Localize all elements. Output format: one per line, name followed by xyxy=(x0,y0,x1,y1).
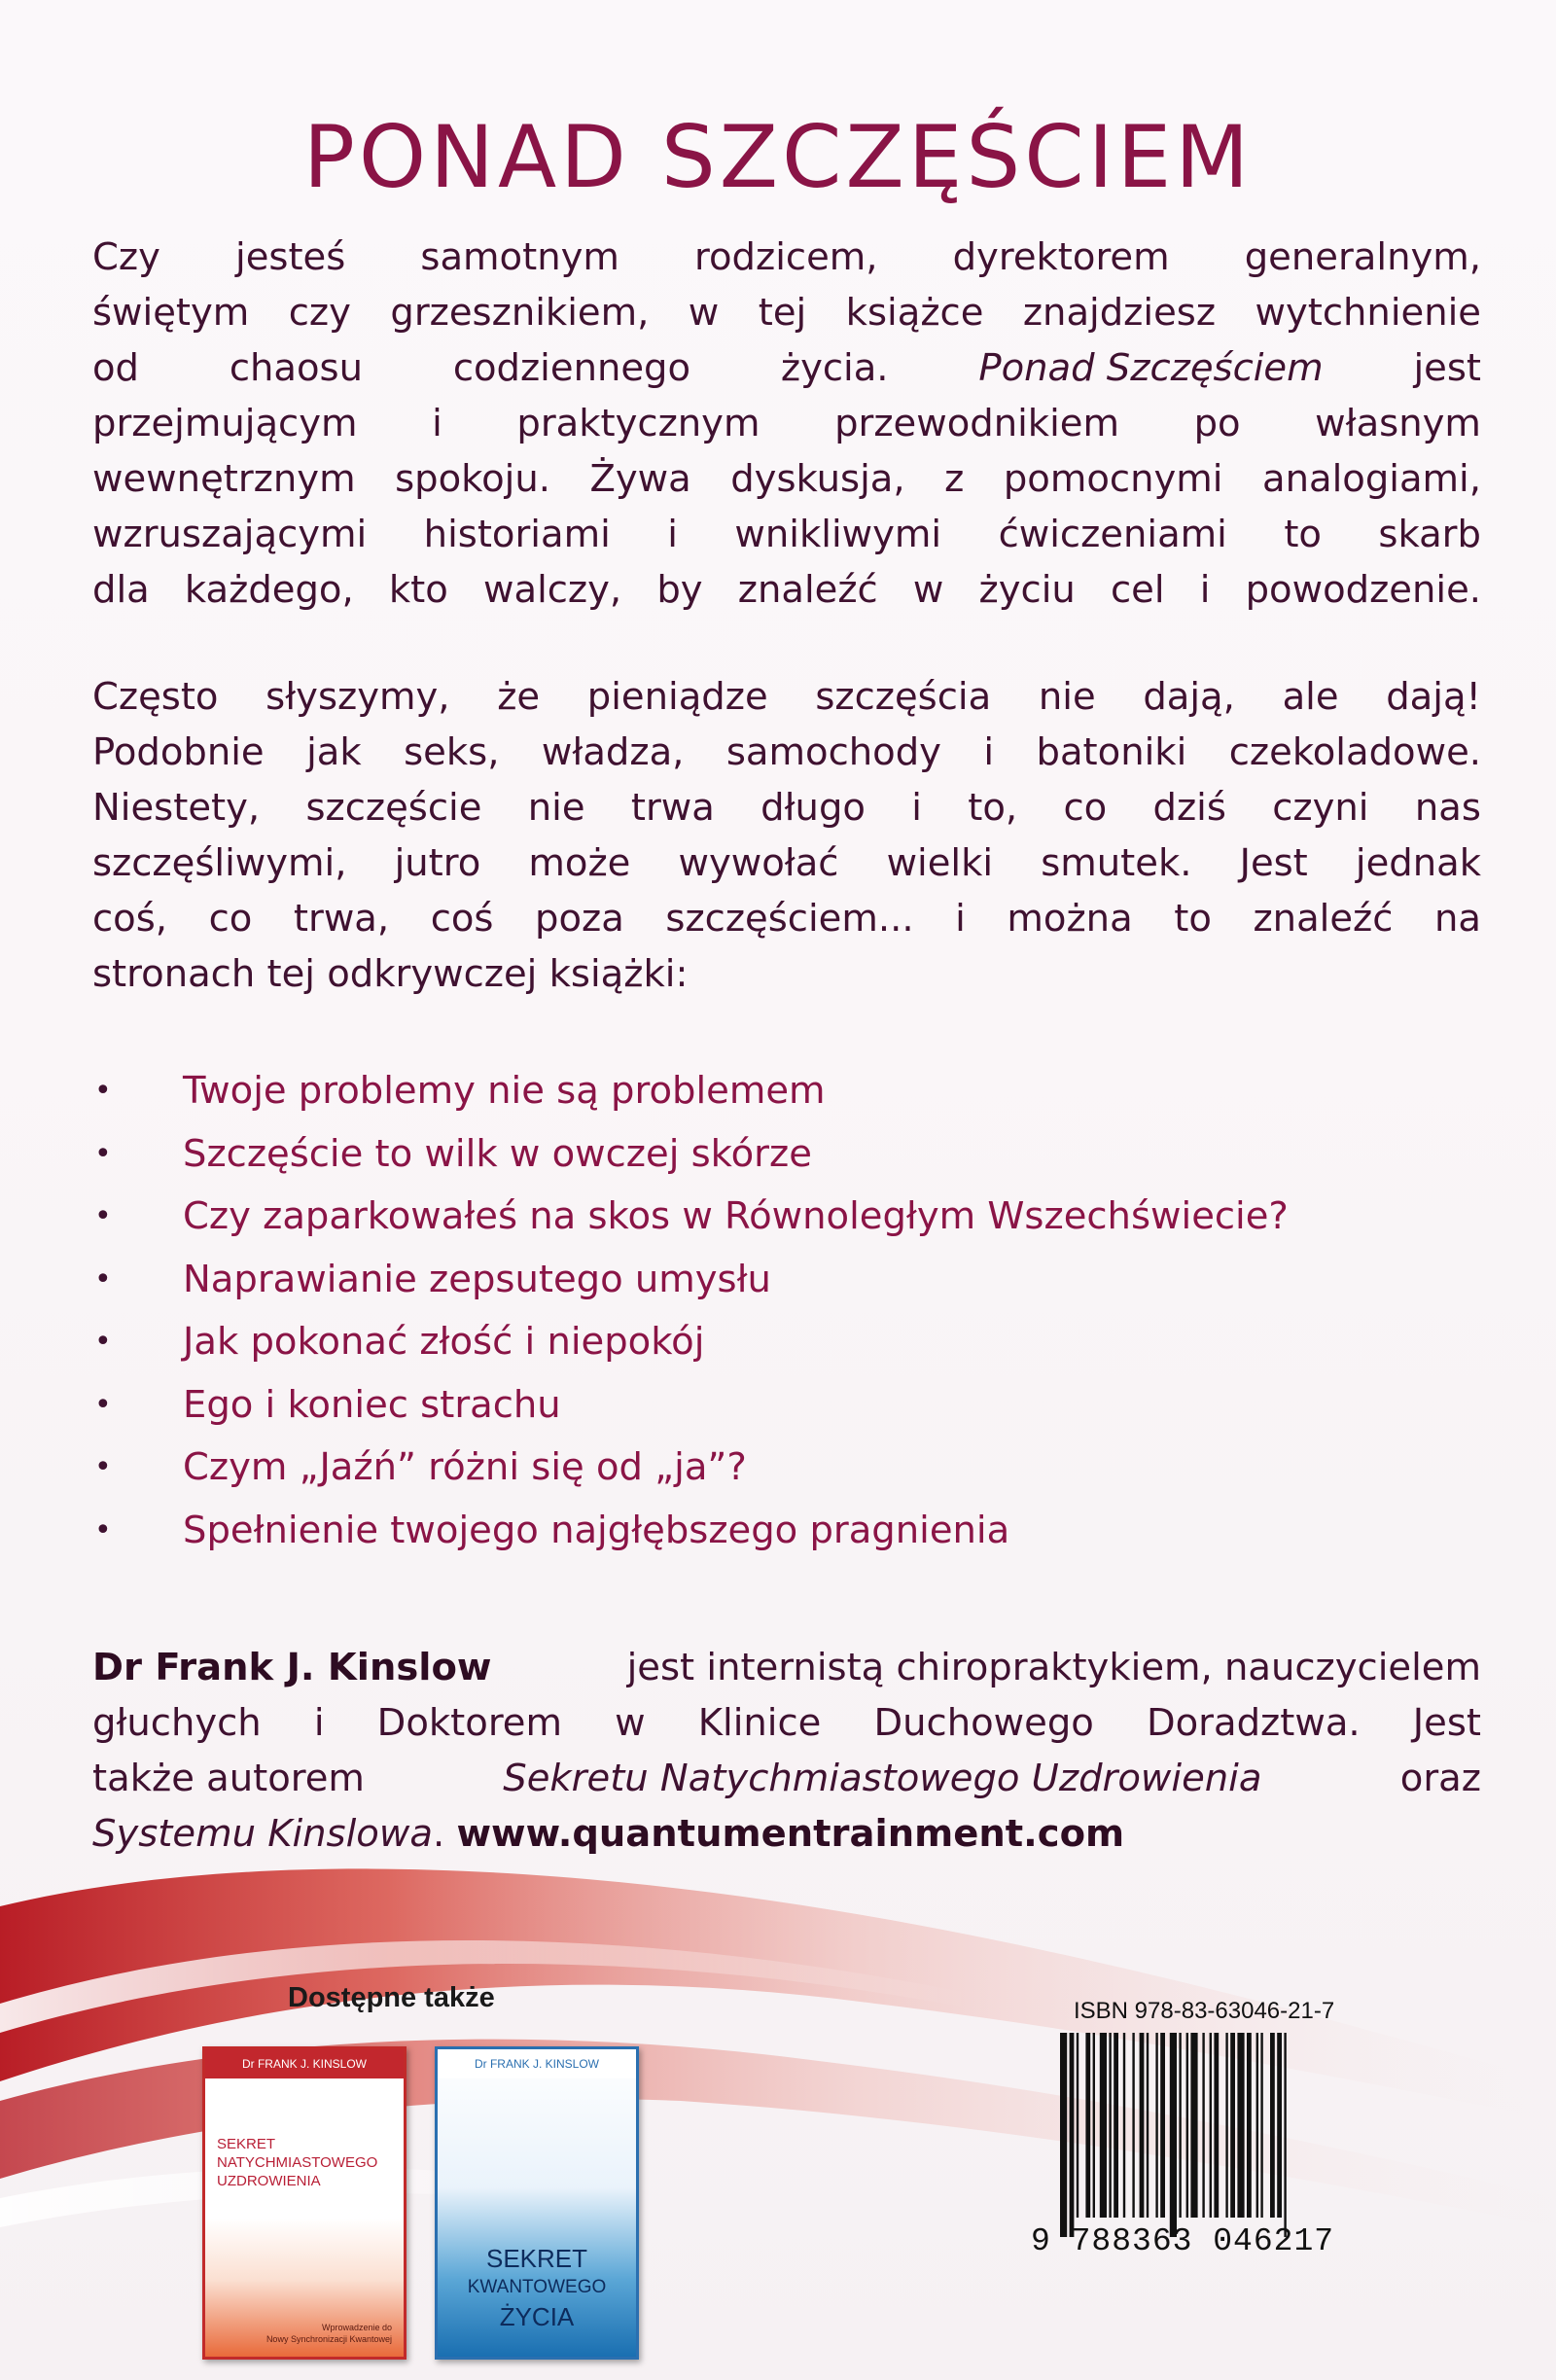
p2-line-6: stronach tej odkrywczej książki: xyxy=(92,952,689,996)
barcode-bar xyxy=(1085,2033,1090,2218)
bullet-dot: • xyxy=(94,1199,112,1233)
p2-line-2: Podobnie jak seks, władza, samochody i batoniki czekoladowe. xyxy=(92,730,1481,774)
word: dają! xyxy=(1386,675,1481,719)
p1-line-3-w2: chaosu xyxy=(229,346,363,390)
description-paragraph-1 xyxy=(92,230,1481,618)
word: i xyxy=(432,402,442,445)
word: dziś xyxy=(1152,786,1226,830)
book-thumbnail-sekret-natychmiastowego[interactable] xyxy=(202,2046,407,2360)
barcode-bar xyxy=(1225,2033,1227,2218)
bullet-text: Jak pokonać złość i niepokój xyxy=(183,1320,705,1364)
author-bio-line-1-rest: jest internistą chiropraktykiem, nauczycielem xyxy=(626,1646,1481,1689)
isbn-barcode xyxy=(1031,1998,1369,2275)
book2-title-line: ŻYCIA xyxy=(499,2302,575,2331)
bullet-item xyxy=(92,1437,1532,1500)
barcode-bar xyxy=(1237,2033,1244,2218)
word: i xyxy=(955,897,966,941)
barcode-bar xyxy=(1147,2033,1149,2218)
book1-title xyxy=(217,2135,402,2190)
word: poza xyxy=(535,897,624,941)
author-bio-line-2 xyxy=(92,1695,1481,1751)
barcode-bar xyxy=(1214,2033,1219,2218)
p1-line-3-end: jest xyxy=(1413,346,1481,390)
bullet-item xyxy=(92,1311,1532,1374)
bullet-text: Naprawianie zepsutego umysłu xyxy=(183,1257,771,1301)
barcode-bar xyxy=(1202,2033,1204,2218)
book1-subtitle-line: Wprowadzenie do xyxy=(321,2323,392,2332)
book1-subtitle xyxy=(217,2322,392,2345)
bullet-text: Ego i koniec strachu xyxy=(183,1382,561,1427)
barcode-bar xyxy=(1132,2033,1134,2218)
word: na xyxy=(1433,897,1481,941)
p2-line-1 xyxy=(92,669,1481,725)
description-paragraph-2 xyxy=(92,669,1481,1002)
author-bio-line-3 xyxy=(92,1751,1481,1806)
bullet-dot: • xyxy=(94,1074,112,1108)
word: praktycznym xyxy=(516,402,760,445)
isbn-label: ISBN 978-83-63046-21-7 xyxy=(1074,1998,1335,2024)
p1-line-6 xyxy=(92,507,1481,562)
author-website-link[interactable]: www.quantumentrainment.com xyxy=(456,1812,1125,1856)
book1-title-line: UZDROWIENIA xyxy=(217,2173,321,2189)
barcode-bar xyxy=(1260,2033,1262,2218)
barcode-bar xyxy=(1123,2033,1125,2218)
bullet-dot: • xyxy=(94,1512,112,1547)
book1-subtitle-line: Nowy Synchronizacji Kwantowej xyxy=(265,2334,392,2344)
word: Czy xyxy=(92,235,160,279)
author-bio-line-2-text: głuchych i Doktorem w Klinice Duchowego Doradztwa. Jest xyxy=(92,1701,1481,1745)
barcode-bar xyxy=(1160,2033,1165,2218)
barcode-bar xyxy=(1186,2033,1188,2218)
p2-line-3 xyxy=(92,780,1481,835)
bullet-item xyxy=(92,1186,1532,1249)
p1-book-title-italic: Ponad Szczęściem xyxy=(978,346,1324,390)
barcode-bars xyxy=(1060,2033,1352,2237)
word: wnikliwymi xyxy=(734,513,942,556)
word: po xyxy=(1193,402,1241,445)
word: rodzicem, xyxy=(694,235,878,279)
barcode-bar xyxy=(1114,2033,1118,2218)
word: trwa xyxy=(630,786,715,830)
bullet-dot: • xyxy=(94,1325,112,1359)
word: nie xyxy=(527,786,585,830)
book2-title-line: SEKRET xyxy=(485,2244,588,2273)
word: nie xyxy=(1038,675,1096,719)
barcode-bar xyxy=(1210,2033,1212,2218)
barcode-bar xyxy=(1270,2033,1275,2218)
barcode-bar xyxy=(1284,2033,1286,2237)
bullet-item xyxy=(92,1123,1532,1187)
word: że xyxy=(497,675,541,719)
book-thumbnail-sekret-kwantowego[interactable] xyxy=(435,2046,639,2360)
p2-line-4: szczęśliwymi, jutro może wywołać wielki smutek. Jest jednak xyxy=(92,841,1481,885)
word: generalnym, xyxy=(1244,235,1481,279)
word: samotnym xyxy=(420,235,619,279)
book2-title xyxy=(438,2244,636,2331)
bullet-text: Czy zaparkowałeś na skos w Równoległym Wszechświecie? xyxy=(183,1194,1289,1238)
barcode-bar xyxy=(1179,2033,1181,2218)
word: to xyxy=(1174,897,1212,941)
barcode-bar xyxy=(1100,2033,1107,2218)
book1-title-line: SEKRET xyxy=(217,2136,276,2152)
other-book-title-2: Systemu Kinslowa xyxy=(92,1812,433,1856)
word: dyrektorem xyxy=(952,235,1170,279)
barcode-bar xyxy=(1060,2033,1067,2237)
p1-line-3-w4: życia. xyxy=(780,346,889,390)
word: ćwiczeniami xyxy=(998,513,1227,556)
author-bio-line-1 xyxy=(92,1640,1481,1695)
word: dają, xyxy=(1143,675,1235,719)
author-bio-line-4-dot: . xyxy=(432,1812,445,1856)
word: Często xyxy=(92,675,219,719)
word: nas xyxy=(1414,786,1481,830)
book1-title-line: NATYCHMIASTOWEGO xyxy=(217,2154,378,2171)
bullet-item xyxy=(92,1060,1532,1123)
bullet-dot: • xyxy=(94,1450,112,1484)
word: szczęścia xyxy=(815,675,992,719)
author-bio xyxy=(92,1640,1481,1862)
word: słyszymy, xyxy=(265,675,450,719)
barcode-bar xyxy=(1109,2033,1111,2218)
word: coś xyxy=(430,897,494,941)
p1-line-7: dla każdego, kto walczy, by znaleźć w życiu cel i powodzenie. xyxy=(92,568,1481,612)
book2-title-line: KWANTOWEGO xyxy=(467,2277,607,2297)
barcode-bar xyxy=(1190,2033,1197,2218)
barcode-digits: 9 788363 046217 xyxy=(1031,2223,1335,2259)
bullet-dot: • xyxy=(94,1136,112,1171)
barcode-bar xyxy=(1155,2033,1157,2218)
p2-line-5 xyxy=(92,891,1481,946)
word: trwa, xyxy=(293,897,390,941)
bullet-item xyxy=(92,1249,1532,1312)
barcode-bar xyxy=(1247,2033,1252,2218)
bullet-text: Twoje problemy nie są problemem xyxy=(183,1069,826,1113)
p1-line-2: świętym czy grzesznikiem, w tej książce znajdziesz wytchnienie xyxy=(92,291,1481,335)
barcode-bar xyxy=(1070,2033,1075,2237)
bullet-item xyxy=(92,1500,1532,1563)
word: szczęście xyxy=(305,786,482,830)
word: przejmującym xyxy=(92,402,358,445)
book2-author-bar: Dr FRANK J. KINSLOW xyxy=(438,2049,636,2078)
author-bio-line-4 xyxy=(92,1806,1481,1862)
barcode-bar xyxy=(1277,2033,1282,2218)
word: wzruszającymi xyxy=(92,513,368,556)
barcode-bar xyxy=(1256,2033,1258,2218)
word: coś, xyxy=(92,897,168,941)
word: i xyxy=(667,513,678,556)
word: czyni xyxy=(1272,786,1369,830)
word: ale xyxy=(1282,675,1339,719)
book-title: PONAD SZCZĘŚCIEM xyxy=(302,107,1254,207)
word: jesteś xyxy=(235,235,346,279)
word: skarb xyxy=(1378,513,1481,556)
book1-author-bar: Dr FRANK J. KINSLOW xyxy=(205,2049,404,2078)
other-book-title-1: Sekretu Natychmiastowego Uzdrowienia xyxy=(503,1757,1262,1800)
barcode-bar xyxy=(1230,2033,1235,2218)
p1-line-1 xyxy=(92,230,1481,285)
word: pieniądze xyxy=(586,675,768,719)
barcode-bar xyxy=(1077,2033,1079,2218)
feature-bullet-list xyxy=(92,1060,1532,1562)
word: historiami xyxy=(423,513,611,556)
author-bio-line-3-b: oraz xyxy=(1399,1757,1481,1800)
p1-line-3-w1: od xyxy=(92,346,139,390)
word: przewodnikiem xyxy=(834,402,1119,445)
author-name: Dr Frank J. Kinslow xyxy=(92,1646,492,1689)
also-available-label: Dostępne także xyxy=(288,1982,495,2013)
word: to xyxy=(1284,513,1322,556)
p1-line-3 xyxy=(92,340,1481,396)
word: co xyxy=(1063,786,1108,830)
word: Niestety, xyxy=(92,786,261,830)
word: co xyxy=(208,897,253,941)
word: znaleźć xyxy=(1253,897,1394,941)
word: własnym xyxy=(1315,402,1481,445)
word: długo xyxy=(760,786,866,830)
bullet-text: Czym „Jaźń” różni się od „ja”? xyxy=(183,1445,747,1489)
barcode-bar xyxy=(1093,2033,1095,2218)
word: to, xyxy=(968,786,1018,830)
p1-line-4 xyxy=(92,396,1481,451)
bullet-dot: • xyxy=(94,1261,112,1297)
word: szczęściem... xyxy=(665,897,914,941)
p1-line-5: wewnętrznym spokoju. Żywa dyskusja, z pomocnymi analogiami, xyxy=(92,457,1481,501)
bullet-item xyxy=(92,1374,1532,1438)
word: można xyxy=(1007,897,1133,941)
barcode-bar xyxy=(1170,2033,1177,2237)
word: i xyxy=(911,786,922,830)
bullet-text: Szczęście to wilk w owczej skórze xyxy=(183,1131,812,1176)
p1-line-3-w3: codziennego xyxy=(452,346,691,390)
author-bio-line-3-a: także autorem xyxy=(92,1757,365,1800)
barcode-bar xyxy=(1140,2033,1145,2218)
bullet-dot: • xyxy=(94,1387,112,1422)
bullet-text: Spełnienie twojego najgłębszego pragnienia xyxy=(183,1508,1010,1552)
